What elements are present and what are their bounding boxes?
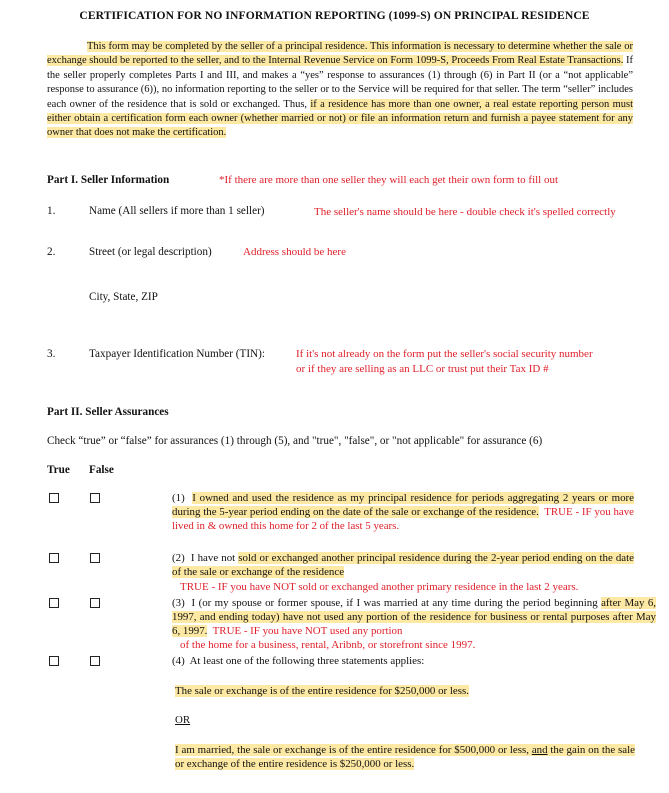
intro-highlight-1: This form may be completed by the seller of a principal residence. This information is necessary to determine whether the sale or exchange should be reported to the seller, and to the Internal Revenue Service on Form 1099-S, Proceeds From Real Estate Transactions.	[47, 41, 633, 67]
form-title: CERTIFICATION FOR NO INFORMATION REPORTING (1099-S) ON PRINCIPAL RESIDENCE	[79, 9, 590, 22]
statement-b-and: and	[531, 744, 548, 756]
tin-note-line2: or if they are selling as an LLC or trust put their Tax ID #	[296, 363, 549, 375]
item1-number: 1.	[47, 205, 56, 217]
assurance1-false-checkbox[interactable]	[90, 493, 100, 503]
assurance2-number: (2)	[172, 552, 185, 564]
tin-label: Taxpayer Identification Number (TIN):	[89, 348, 265, 360]
assurance3-false-checkbox[interactable]	[90, 598, 100, 608]
assurance4-false-checkbox[interactable]	[90, 656, 100, 666]
assurance-instruction: Check “true” or “false” for assurances (1) through (5), and "true", "false", or "not applicable" for assurance (6)	[47, 435, 543, 447]
assurance2-note: TRUE - IF you have NOT sold or exchanged another primary residence in the last 2 years.	[180, 581, 579, 593]
assurance4-text	[172, 654, 424, 668]
item2-number: 2.	[47, 246, 56, 258]
statement-b-part1: I am married, the sale or exchange is of the entire residence for $500,000 or less,	[175, 744, 532, 756]
assurance2-true-checkbox[interactable]	[49, 553, 59, 563]
true-column-header: True	[47, 464, 70, 476]
assurance3-text	[172, 596, 656, 639]
assurance3-statement: after May 6, 1997, and ending today) have not used any portion of the residence for business or rental purposes after May 6, 1997.	[172, 597, 656, 638]
street-note: Address should be here	[243, 246, 346, 258]
statement-b-part2: the gain on the sale or exchange of the entire residence is $250,000 or less.	[175, 744, 635, 771]
or-separator: OR	[175, 714, 191, 726]
street-label: Street (or legal description)	[89, 246, 212, 258]
assurance3-number: (3)	[172, 597, 185, 609]
assurance1-statement: I owned and used the residence as my principal residence for periods aggregating 2 years or more during the 5-year period ending on the date of the sale or exchange of the residence.	[172, 492, 634, 519]
assurance3-true-checkbox[interactable]	[49, 598, 59, 608]
assurance1-note: TRUE - IF you have lived in & owned this home for 2 of the last 5 years.	[172, 506, 634, 533]
intro-plain-text: If the seller properly completes Parts I and III, and makes a “yes” response to assurances (1) through (6) in Part II (or a “not applicable” response to assurance (6)), no information reporting to the seller or to the Service will be required for that seller. The term “seller” includes each owner of the residence that is sold or exchanged. Thus,	[47, 55, 633, 110]
part1-heading: Part I. Seller Information	[47, 174, 170, 186]
statement-a-text: The sale or exchange is of the entire residence for $250,000 or less.	[175, 685, 469, 697]
assurance3-plain: I (or my spouse or former spouse, if I was married at any time during the period beginning	[191, 597, 602, 609]
part2-heading: Part II. Seller Assurances	[47, 406, 169, 418]
assurance3-note-line1: TRUE - IF you have NOT used any portion	[212, 625, 403, 638]
part1-note: *If there are more than one seller they will each get their own form to fill out	[219, 174, 559, 186]
item3-number: 3.	[47, 348, 56, 360]
assurance2-text	[172, 551, 634, 579]
name-label: Name (All sellers if more than 1 seller)	[89, 205, 265, 217]
assurance2-false-checkbox[interactable]	[90, 553, 100, 563]
assurance1-true-checkbox[interactable]	[49, 493, 59, 503]
statement-b	[175, 743, 635, 771]
assurance3-note-line2: of the home for a business, rental, Aribnb, or storefront since 1997.	[180, 639, 476, 651]
city-state-zip-label: City, State, ZIP	[89, 291, 158, 303]
intro-highlight-2: if a residence has more than one owner, a real estate reporting person must either obtain a certification form each owner (whether married or not) or file an information return and furnish a payee statement for any owner that does not make the certification.	[47, 98, 633, 139]
name-note: The seller's name should be here - double check it's spelled correctly	[314, 206, 616, 218]
assurance1-text	[172, 491, 634, 534]
assurance4-true-checkbox[interactable]	[49, 656, 59, 666]
tin-note-line1: If it's not already on the form put the seller's social security number	[296, 348, 593, 360]
intro-paragraph	[47, 40, 633, 141]
statement-a	[175, 684, 469, 698]
assurance4-number: (4)	[172, 655, 185, 667]
false-column-header: False	[89, 464, 114, 476]
assurance2-plain: I have not	[190, 552, 239, 564]
assurance1-number: (1)	[172, 492, 185, 504]
assurance2-statement: sold or exchanged another principal residence during the 2-year period ending on the date of the sale or exchange of the residence	[172, 552, 635, 579]
assurance4-statement: At least one of the following three statements applies:	[189, 655, 425, 667]
